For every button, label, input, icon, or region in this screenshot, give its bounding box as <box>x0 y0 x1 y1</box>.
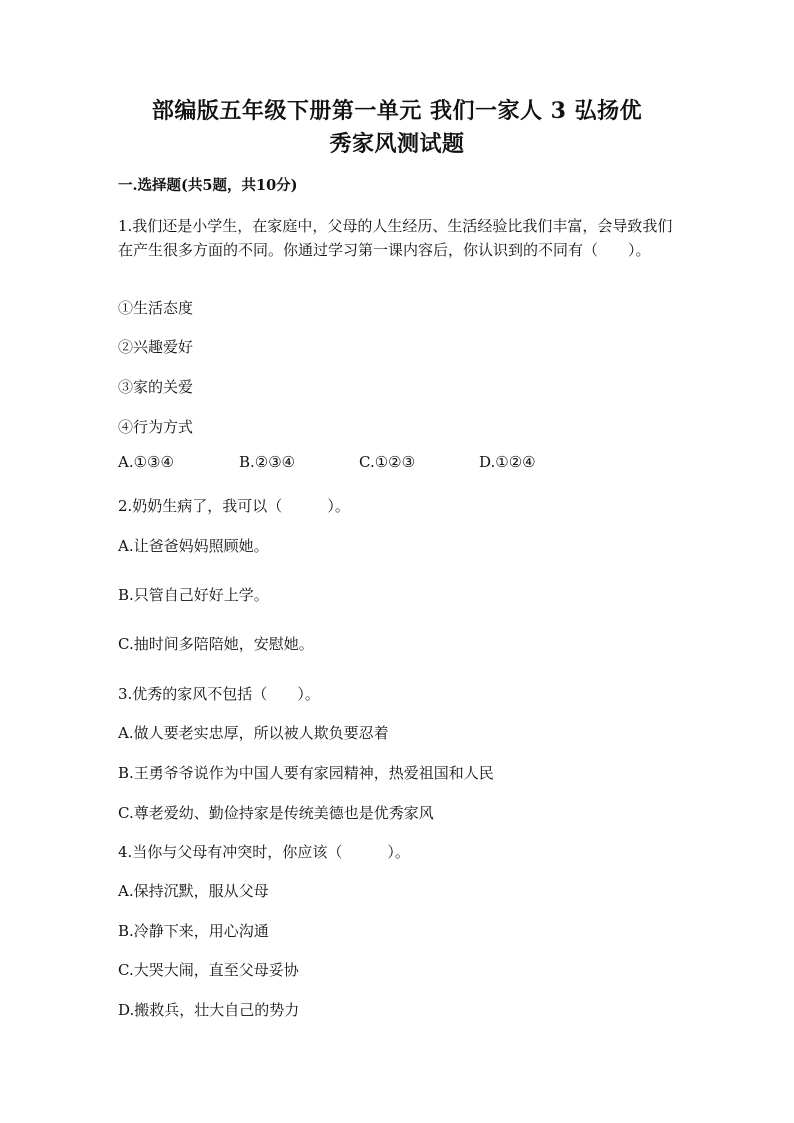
question-2-option-b: B.只管自己好好上学。 <box>118 586 269 604</box>
question-1-stem: 1.我们还是小学生，在家庭中，父母的人生经历、生活经验比我们丰富，会导致我们在产生很多方面的不同。你通过学习第一课内容后，你认识到的不同有（ ）。 <box>118 217 673 259</box>
question-1-item-4: ④行为方式 <box>118 418 194 436</box>
question-4-option-c: C.大哭大闹，直至父母妥协 <box>118 961 299 979</box>
question-4-option-d: D.搬救兵，壮大自己的势力 <box>118 1001 300 1019</box>
document-title <box>100 95 694 161</box>
title-line-1: 部编版五年级下册第一单元 我们一家人 3 弘扬优 <box>151 98 643 124</box>
question-2-stem: 2.奶奶生病了，我可以（ ）。 <box>118 497 350 515</box>
question-1-item-1: ①生活态度 <box>118 299 194 317</box>
question-3-option-b: B.王勇爷爷说作为中国人要有家园精神，热爱祖国和人民 <box>118 764 494 782</box>
section-heading: 一.选择题(共5题，共10分) <box>118 177 298 194</box>
question-3-option-a: A.做人要老实忠厚，所以被人欺负要忍着 <box>118 724 389 742</box>
question-4-option-a: A.保持沉默，服从父母 <box>118 882 269 900</box>
title-line-2: 秀家风测试题 <box>329 131 465 157</box>
question-1-options <box>118 453 678 477</box>
question-1-item-2: ②兴趣爱好 <box>118 338 194 356</box>
question-3-option-c: C.尊老爱幼、勤俭持家是传统美德也是优秀家风 <box>118 804 434 822</box>
question-1-option-a: A.①③④ <box>118 453 174 471</box>
question-4-stem: 4.当你与父母有冲突时，你应该（ ）。 <box>118 843 410 861</box>
question-3-stem: 3.优秀的家风不包括（ ）。 <box>118 685 320 703</box>
question-2-option-a: A.让爸爸妈妈照顾她。 <box>118 537 269 555</box>
question-1-option-c: C.①②③ <box>359 453 416 471</box>
question-1-option-b: B.②③④ <box>239 453 296 471</box>
question-1-option-d: D.①②④ <box>479 453 536 471</box>
question-2-option-c: C.抽时间多陪陪她，安慰她。 <box>118 635 314 653</box>
question-1-item-3: ③家的关爱 <box>118 378 194 396</box>
question-4-option-b: B.冷静下来，用心沟通 <box>118 922 269 940</box>
